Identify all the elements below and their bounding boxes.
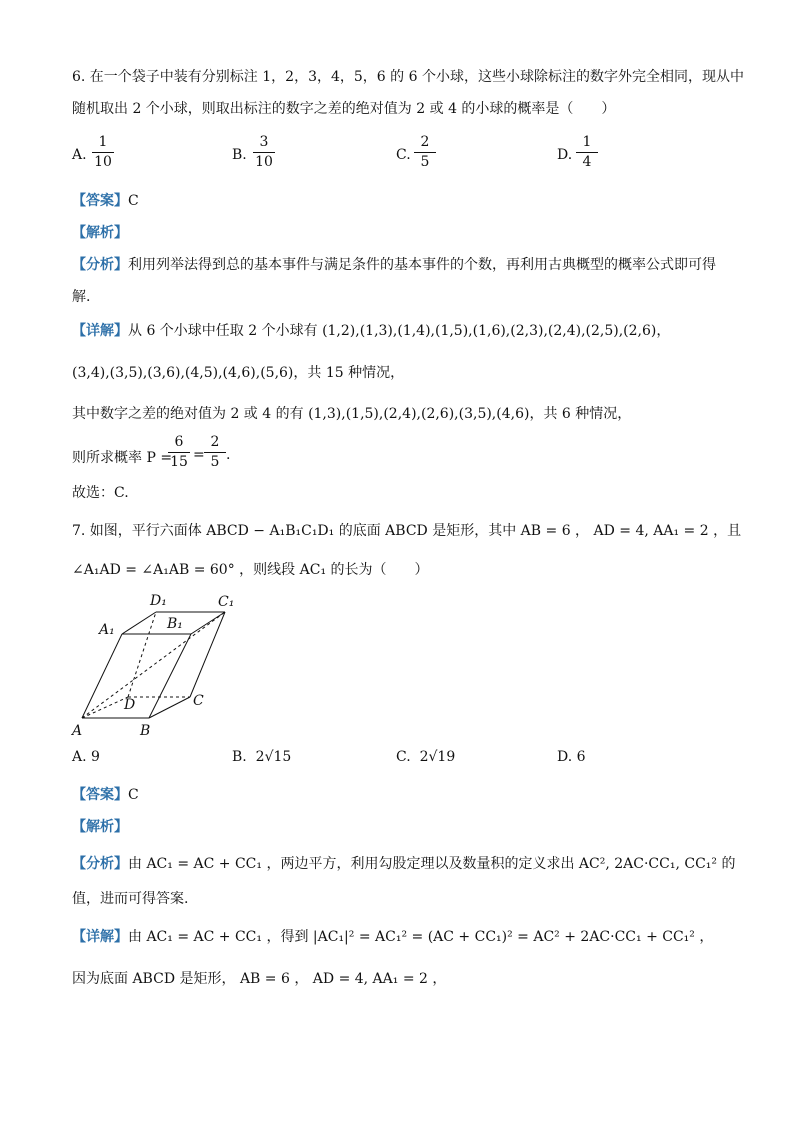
q7-option-b	[232, 749, 291, 765]
detail-text: 由 AC₁ = AC + CC₁ ，得到 |AC₁|² = AC₁² = (AC + CC₁)² = AC² + 2AC·CC₁ + CC₁² ，	[128, 929, 714, 945]
label-d: D	[124, 697, 136, 713]
prob-prefix: 则所求概率 P =	[72, 450, 173, 466]
analysis-tag: 【解析】	[72, 819, 128, 835]
fenxi-text: 利用列举法得到总的基本事件与满足条件的基本事件的个数，再利用古典概型的概率公式即可得	[128, 257, 716, 273]
q6-detail-line2: (3,4),(3,5),(3,6),(4,5),(4,6),(5,6)，共 15 种情况，	[72, 365, 405, 381]
answer-value: C	[128, 193, 139, 209]
denominator: 15	[170, 454, 188, 470]
prob-end: .	[226, 447, 231, 463]
option-value: 9	[91, 749, 100, 765]
label-a1: A₁	[99, 622, 115, 638]
q7-answer	[72, 786, 139, 804]
answer-tag: 【答案】	[72, 193, 128, 209]
detail-tag: 【详解】	[72, 323, 128, 339]
label-a: A	[72, 723, 83, 739]
numerator: 1	[582, 134, 592, 150]
label-c: C	[193, 693, 204, 709]
q6-detail-line1	[72, 322, 670, 340]
option-label: C.	[396, 749, 411, 765]
numerator: 2	[420, 134, 430, 150]
q6-option-a-fraction	[88, 134, 118, 171]
q6-option-d-fraction	[572, 134, 602, 171]
q6-option-d-label: D.	[557, 147, 573, 163]
q7-option-c	[396, 749, 455, 765]
q6-stem-line2: 随机取出 2 个小球，则取出标注的数字之差的绝对值为 2 或 4 的小球的概率是（ ）	[72, 101, 616, 117]
q6-choose: 故选：C.	[72, 485, 129, 501]
q7-fenxi-line2: 值，进而可得答案.	[72, 891, 189, 907]
fenxi-tag: 【分析】	[72, 257, 128, 273]
q6-analysis-tag	[72, 224, 128, 242]
prob-equals: =	[193, 447, 205, 463]
answer-value: C	[128, 787, 139, 803]
label-c1: C₁	[218, 594, 235, 610]
fenxi-tag: 【分析】	[72, 856, 128, 872]
denominator: 4	[582, 154, 592, 170]
answer-tag: 【答案】	[72, 787, 128, 803]
detail-tag: 【详解】	[72, 929, 128, 945]
prob-fraction-1	[164, 434, 194, 471]
numerator: 6	[174, 434, 184, 450]
q6-option-b-label: B.	[232, 147, 247, 163]
label-d1: D₁	[150, 593, 167, 609]
q7-stem-line1: 7. 如图，平行六面体 ABCD − A₁B₁C₁D₁ 的底面 ABCD 是矩形，其中 AB = 6 ， AD = 4, AA₁ = 2 ，且	[72, 523, 742, 539]
label-b: B	[140, 723, 151, 739]
q7-option-a	[72, 749, 100, 765]
option-value: 2√19	[419, 749, 456, 765]
denominator: 5	[420, 154, 430, 170]
fenxi-text: 由 AC₁ = AC + CC₁ ，两边平方，利用勾股定理以及数量积的定义求出 AC², 2AC·CC₁, CC₁² 的	[128, 856, 736, 872]
option-value: 6	[576, 749, 586, 765]
label-b1: B₁	[167, 616, 183, 632]
q6-option-b-fraction	[249, 134, 279, 171]
q6-option-c-label: C.	[396, 147, 411, 163]
q7-detail-line2: 因为底面 ABCD 是矩形， AB = 6 ， AD = 4, AA₁ = 2 ，	[72, 971, 447, 987]
option-label: B.	[232, 749, 247, 765]
numerator: 1	[98, 134, 108, 150]
q7-detail-line1	[72, 928, 713, 946]
parallelepiped-figure	[68, 590, 268, 740]
denominator: 10	[255, 154, 273, 170]
option-label: D.	[557, 749, 573, 765]
q6-answer	[72, 192, 139, 210]
q6-detail-line3: 其中数字之差的绝对值为 2 或 4 的有 (1,3),(1,5),(2,4),(2,6),(3,5),(4,6)，共 6 种情况，	[72, 406, 632, 422]
numerator: 3	[259, 134, 269, 150]
detail-text: 从 6 个小球中任取 2 个小球有 (1,2),(1,3),(1,4),(1,5),(1,6),(2,3),(2,4),(2,5),(2,6)，	[128, 323, 671, 339]
option-label: A.	[72, 749, 87, 765]
option-value: 2√15	[255, 749, 292, 765]
analysis-tag: 【解析】	[72, 225, 128, 241]
q6-fenxi-line1	[72, 256, 716, 274]
denominator: 5	[210, 454, 220, 470]
q6-option-c-fraction	[410, 134, 440, 171]
q6-option-a-label: A.	[72, 147, 87, 163]
q7-fenxi-line1	[72, 855, 735, 873]
q7-analysis-tag	[72, 818, 128, 836]
q6-stem-line1: 6. 在一个袋子中装有分别标注 1，2，3，4，5，6 的 6 个小球，这些小球除标注的数字外完全相同，现从中	[72, 69, 744, 85]
numerator: 2	[210, 434, 220, 450]
q6-fenxi-line2: 解.	[72, 289, 91, 305]
denominator: 10	[94, 154, 112, 170]
q7-option-d	[557, 749, 586, 765]
q7-stem-line2: ∠A₁AD = ∠A₁AB = 60° ，则线段 AC₁ 的长为（ ）	[72, 562, 429, 578]
